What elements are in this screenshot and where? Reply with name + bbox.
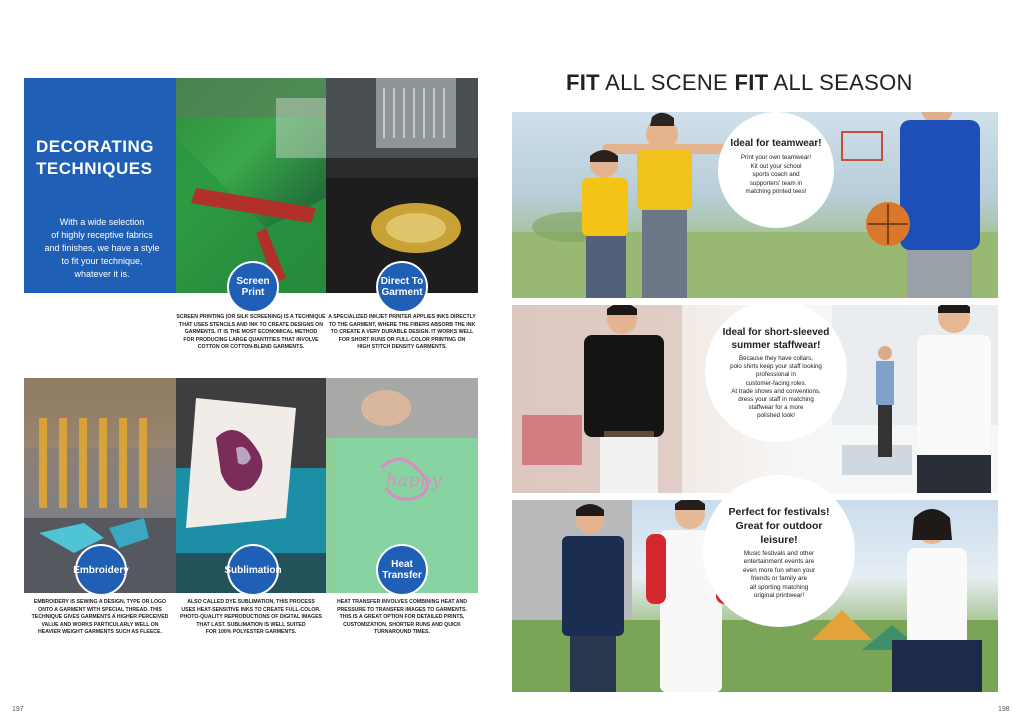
festival-bubble: Perfect for festivals! Great for outdoor leisure! Music festivals and other entertainment events are even more fun when your friends or family are all sporting matching original printwear! bbox=[703, 475, 855, 627]
heat-transfer-caption: HEAT TRANSFER INVOLVES COMBINING HEAT AND PRESSURE TO TRANSFER IMAGES TO GARMENTS. THIS IS A GREAT OPTION FOR DETAILED PRINTS, CUSTOMIZATION, SHORTER RUNS AND QUICK TURNAROUND TIMES. bbox=[336, 599, 468, 636]
direct-to-garment-caption: A SPECIALIZED INKJET PRINTER APPLIES INKS DIRECTLY TO THE GARMENT, WHERE THE FIBERS ABSORB THE INK TO CREATE A VERY DURABLE DESIGN. IT WORKS WELL FOR SHORT RUNS OR FULL-COLOR PRINTING ON HIGH STITCH DENSITY GARMENTS. bbox=[328, 314, 476, 351]
section-intro: With a wide selection of highly receptive fabrics and finishes, we have a style to fit your technique, whatever it is. bbox=[44, 217, 160, 279]
page-headline: FIT ALL SCENE FIT ALL SEASON bbox=[566, 70, 913, 95]
heat-transfer-badge: Heat Transfer bbox=[376, 544, 428, 596]
direct-to-garment-badge: Direct To Garment bbox=[376, 261, 428, 313]
page-number-left: 197 bbox=[12, 706, 24, 713]
sublimation-badge: Sublimation bbox=[227, 544, 279, 596]
screen-print-badge: Screen Print bbox=[227, 261, 279, 313]
section-title: DECORATING TECHNIQUES bbox=[36, 137, 155, 178]
page-number-right: 198 bbox=[998, 706, 1010, 713]
sublimation-caption: ALSO CALLED DYE SUBLIMATION, THIS PROCESS USES HEAT-SENSITIVE INKS TO CREATE FULL-COLOR, PHOTO-QUALITY REPRODUCTIONS OF DIGITAL IMAGES THAT LAST. SUBLIMATION IS WELL SUITED FOR 100% POLYESTER GARMENTS. bbox=[180, 599, 322, 636]
staffwear-bubble: Ideal for short-sleeved summer staffwear! Because they have collars, polo shirts keep your staff looking professional in customer-facing roles. At trade shows and conventions, dress your staff in matching staffwear for a more polished look! bbox=[705, 300, 847, 442]
svg-text:happy: happy bbox=[386, 470, 442, 491]
decorating-techniques-panel bbox=[24, 78, 176, 293]
embroidery-caption: EMBROIDERY IS SEWING A DESIGN, TYPE OR LOGO ONTO A GARMENT WITH SPECIAL THREAD. THIS TECHNIQUE GIVES GARMENTS A HIGHER PERCEIVED VALUE AND WORKS PARTICULARLY WELL ON HEAVIER WEIGHT GARMENTS SUCH AS FLEECE. bbox=[31, 599, 169, 636]
teamwear-bubble: Ideal for teamwear! Print your own teamwear! Kit out your school sports coach and supporters' team in matching printed tees! bbox=[718, 112, 834, 228]
embroidery-badge: Embroidery bbox=[75, 544, 127, 596]
screen-print-caption: SCREEN PRINTING (OR SILK SCREENING) IS A TECHNIQUE THAT USES STENCILS AND INK TO CREATE DESIGNS ON GARMENTS. IT IS THE MOST ECONOMICAL METHOD FOR PRODUCING LARGE QUANTITIES THAT INVOLVE COTTON OR COTTON-BLEND GARMENTS. bbox=[176, 314, 326, 351]
